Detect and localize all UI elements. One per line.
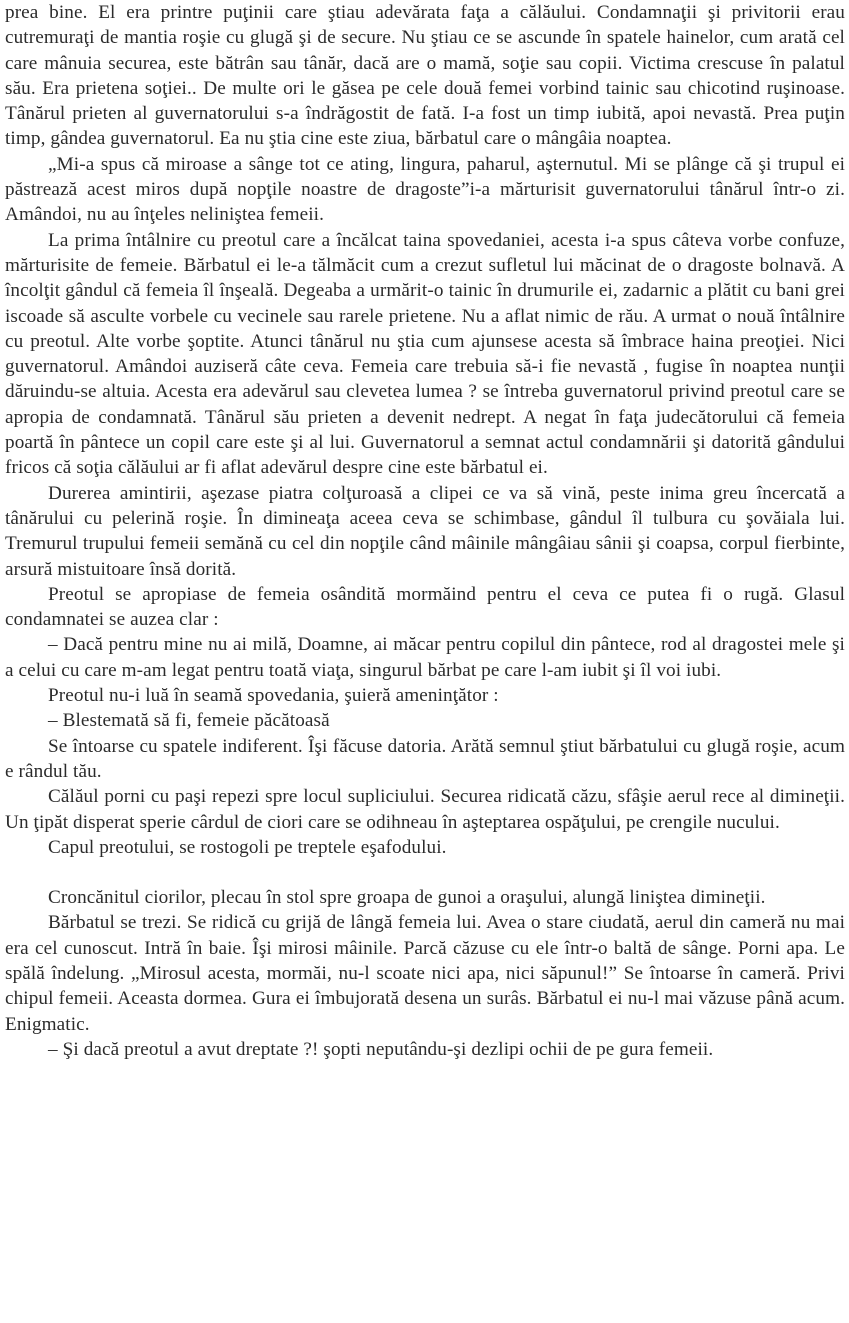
paragraph-5: Preotul se apropiase de femeia osândită mormăind pentru el ceva ce putea fi o rugă. Glasul condamnatei se auzea clar : (5, 583, 845, 631)
paragraph-2: „Mi-a spus că miroase a sânge tot ce ating, lingura, paharul, aşternutul. Mi se plânge că şi trupul ei păstrează acest miros după nopţile noastre de dragoste”i-a mărturisit guvernatorului tânărul într-o zi. Amândoi, nu au înţeles neliniştea femeii. (5, 153, 845, 226)
paragraph-11: Capul preotului, se rostogoli pe treptele eşafodului. (48, 836, 447, 858)
paragraph-7: Preotul nu-i luă în seamă spovedania, şuieră ameninţător : (48, 685, 499, 707)
paragraph-1: prea bine. El era printre puţinii care ştiau adevărata faţa a călăului. Condamnaţii şi privitorii erau cutremuraţi de mantia roşie cu glugă şi de secure. Nu ştiau ce se ascunde în spatele hainelor, cum arată cel care mânuia securea, este bătrân sau tânăr, dacă are o mamă, soţie sau copii. Victima crescuse în palatul său. Era prietena soţiei.. De multe ori le găsea pe cele două femei vorbind tainic sau chicotind ruşinoase. Tânărul prieten al guvernatorului s-a îndrăgostit de fată. I-a fost un timp iubită, apoi nevastă. Prea puţin timp, gândea guvernatorul. Ea nu ştia cine este ziua, bărbatul care o mângâia noaptea. (5, 2, 845, 150)
paragraph-12: Croncănitul ciorilor, plecau în stol spre groapa de gunoi a oraşului, alungă liniştea dimineţii. (48, 887, 766, 909)
paragraph-6: – Dacă pentru mine nu ai milă, Doamne, ai măcar pentru copilul din pântece, rod al dragostei mele şi a celui cu care m-am legat pentru toată viaţa, singurul bărbat pe care l-am iubit şi îl voi iubi. (5, 634, 845, 681)
paragraph-9: Se întoarse cu spatele indiferent. Îşi făcuse datoria. Arătă semnul ştiut bărbatului cu glugă roşie, acum e rândul tău. (5, 735, 845, 782)
paragraph-4: Durerea amintirii, aşezase piatra colţuroasă a clipei ce va să vină, peste inima greu încercată a tânărului cu pelerină roşie. În dimineaţa aceea ceva se schimbase, gândul îl tulbura cu şovăiala lui. Tremurul trupului femeii semănă cu cel din nopţile când mâinile mângâiau sânii şi coapsa, corpul fierbinte, arsură mistuitoare însă dorită. (5, 482, 845, 580)
paragraph-3: La prima întâlnire cu preotul care a încălcat taina spovedaniei, acesta i-a spus câteva vorbe confuze, mărturisite de femeie. Bărbatul ei le-a tălmăcit cum a crezut sufletul lui măcinat de o dragoste bolnavă. A încolţit gândul că femeia îl înşeală. Degeaba a urmărit-o tainic în drumurile ei, zadarnic a plătit cu bani grei iscoade să asculte vorbele cu vecinele sau rarele prietene. Nu a aflat nimic de rău. A urmat o nouă întâlnire cu preotul. Alte vorbe şoptite. Atunci tânărul nu ştia cum ajunsese acesta să îmbrace haina preoţiei. Nici guvernatorul. Amândoi auziseră câte ceva. Femeia care trebuia să-i fie nevastă , fugise în noaptea nunţii dăruindu-se altuia. Acesta era adevărul sau clevetea lumea ? se întreba guvernatorul privind preotul care se apropia de condamnată. Tânărul său prieten a devenit nedrept. A negat în faţa judecătorului că femeia poartă în pântece un copil care este şi al lui. Guvernatorul a semnat actul condamnării şi datorită gândului fricos că soţia călăului ar fi aflat adevărul despre cine este bărbatul ei. (5, 229, 845, 479)
paragraph-8: – Blestemată să fi, femeie păcătoasă (48, 710, 330, 732)
paragraph-10: Călăul porni cu paşi repezi spre locul supliciului. Securea ridicată căzu, sfâşie aerul rece al dimineţii. Un ţipăt disperat sperie cârdul de ciori care se odihneau în aşteptarea ospăţului, pe crengile nucului. (5, 786, 845, 833)
paragraph-13: Bărbatul se trezi. Se ridică cu grijă de lângă femeia lui. Avea o stare ciudată, aerul din cameră nu mai era cel cunoscut. Intră în baie. Îşi mirosi mâinile. Parcă căzuse cu ele într-o baltă de sânge. Porni apa. Le spălă îndelung. „Mirosul acesta, mormăi, nu-l scoate nici apa, nici săpunul!” Se întoarse în cameră. Privi chipul femeii. Aceasta dormea. Gura ei îmbujorată desena un surâs. Bărbatul ei nu-l mai văzuse până acum. Enigmatic. (5, 912, 845, 1035)
paragraph-14: – Şi dacă preotul a avut dreptate ?! şopti neputându-şi dezlipi ochii de pe gura femeii. (48, 1038, 714, 1060)
section-break (5, 860, 845, 885)
